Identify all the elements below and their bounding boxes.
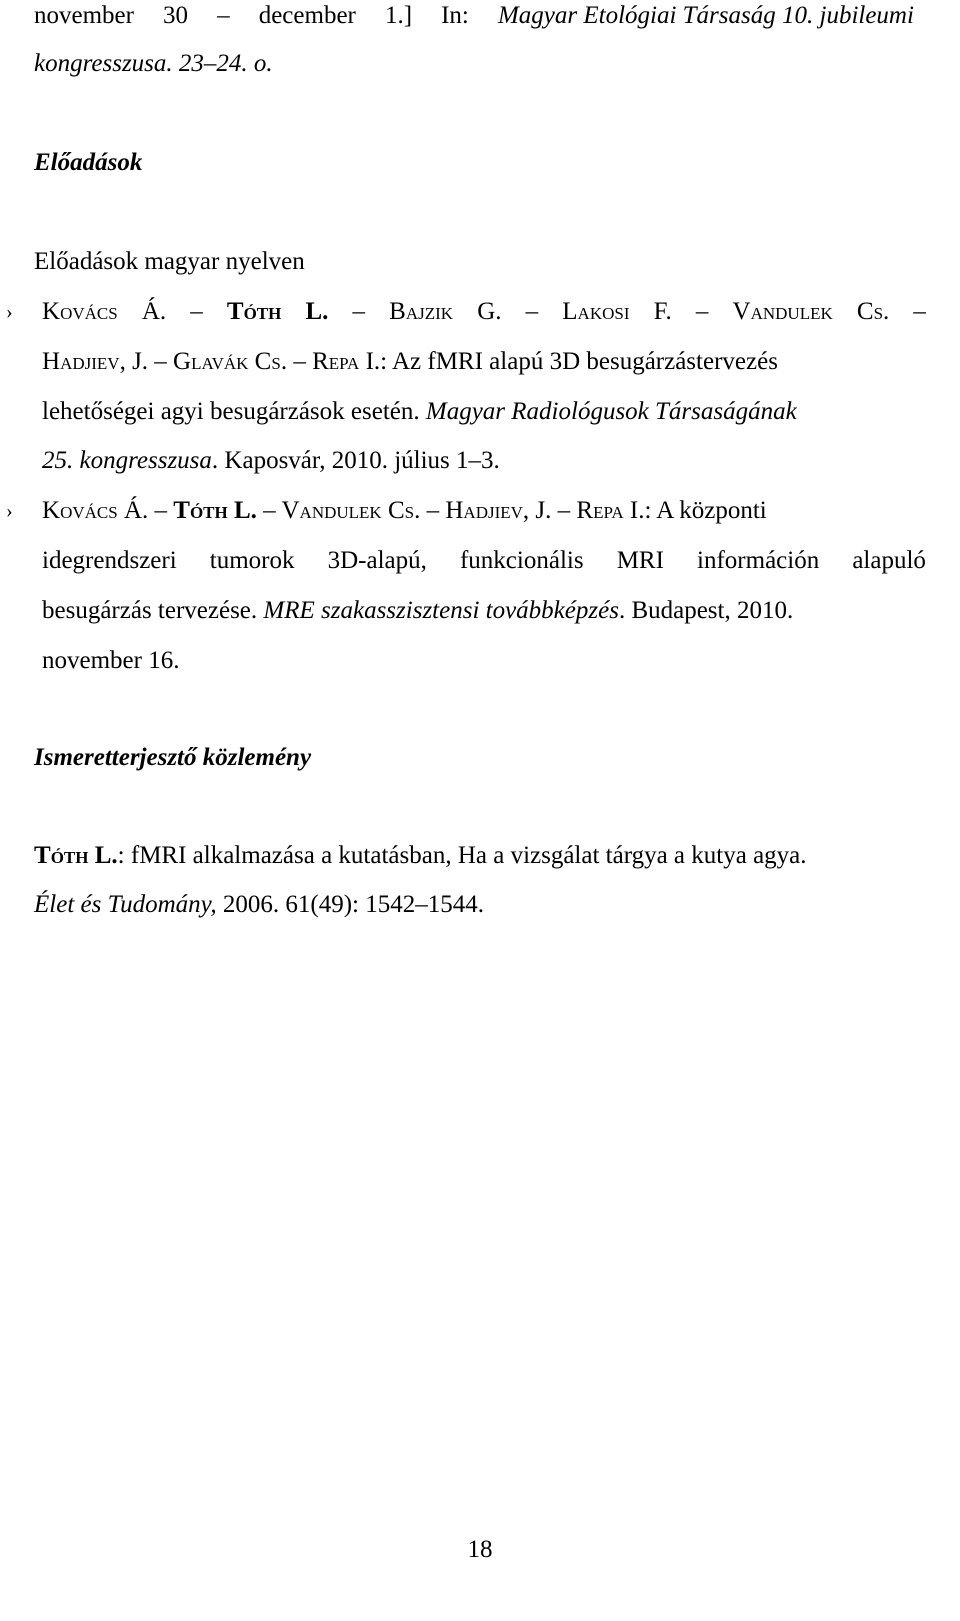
initial: G. <box>477 298 502 325</box>
page-number: 18 <box>467 1536 493 1563</box>
entry2-line-3: besugárzás tervezése. MRE szakasszisztensi továbbképzés. Budapest, 2010. <box>42 597 794 624</box>
ref-word: 30 <box>163 2 189 29</box>
ref-venue-cont: kongresszusa. 23–24. o. <box>34 50 273 77</box>
dash: – <box>695 298 709 325</box>
entry1-authors-line <box>42 296 926 330</box>
dash: – <box>190 298 203 325</box>
entry2-line-4: november 16. <box>42 647 180 674</box>
subheading-magyar: Előadások magyar nyelven <box>34 248 305 275</box>
section-heading-ismeretterjeszto: Ismeretterjesztő közlemény <box>34 744 312 771</box>
reference-continuation-line-1 <box>34 0 914 32</box>
entry2-line-2: idegrendszeri tumorok 3D-alapú, funkcionális MRI információn alapuló <box>42 547 926 574</box>
section-heading-eloadasok: Előadások <box>34 149 143 176</box>
entry2-line-1: KOVÁCS Á. – TÓTH L. – VANDULEK CS. – HADJIEV, J. – REPA I.: A központi <box>42 497 767 524</box>
entry1-line-2: HADJIEV, J. – GLAVÁK CS. – REPA I.: Az fMRI alapú 3D besugárzástervezés <box>42 348 778 375</box>
dash: – <box>525 298 539 325</box>
entry1-line-3: lehetőségei agyi besugárzások esetén. Magyar Radiológusok Társaságának <box>42 398 797 425</box>
author: VANDULEK <box>732 298 833 325</box>
ref-word: november <box>34 2 134 29</box>
ref-venue: Magyar Etológiai Társaság 10. jubileumi <box>497 2 914 29</box>
initial-bold: L. <box>305 298 329 325</box>
entry3-line-2: Élet és Tudomány, 2006. 61(49): 1542–1544. <box>34 891 484 918</box>
ref-word: 1.] <box>384 2 413 29</box>
dash: – <box>352 298 366 325</box>
initial: F. <box>653 298 672 325</box>
initial: Á. <box>141 298 167 325</box>
initial: CS. <box>856 298 890 325</box>
ref-word: In: <box>441 2 469 29</box>
bullet-icon: › <box>6 301 13 323</box>
dash: – <box>913 298 926 325</box>
author: LAKOSI <box>562 298 630 325</box>
entry3-line-1: TÓTH L.: fMRI alkalmazása a kutatásban, Ha a vizsgálat tárgya a kutya agya. <box>34 842 807 869</box>
author-bold: TÓTH <box>226 298 282 325</box>
ref-word: december <box>258 2 356 29</box>
reference-continuation-line-2 <box>34 48 273 80</box>
ref-word: – <box>217 2 230 29</box>
entry1-line-4: 25. kongresszusa. Kaposvár, 2010. július 1–3. <box>42 447 500 474</box>
author: BAJZIK <box>389 298 454 325</box>
author: KOVÁCS <box>42 298 118 325</box>
bullet-icon: › <box>6 500 13 522</box>
